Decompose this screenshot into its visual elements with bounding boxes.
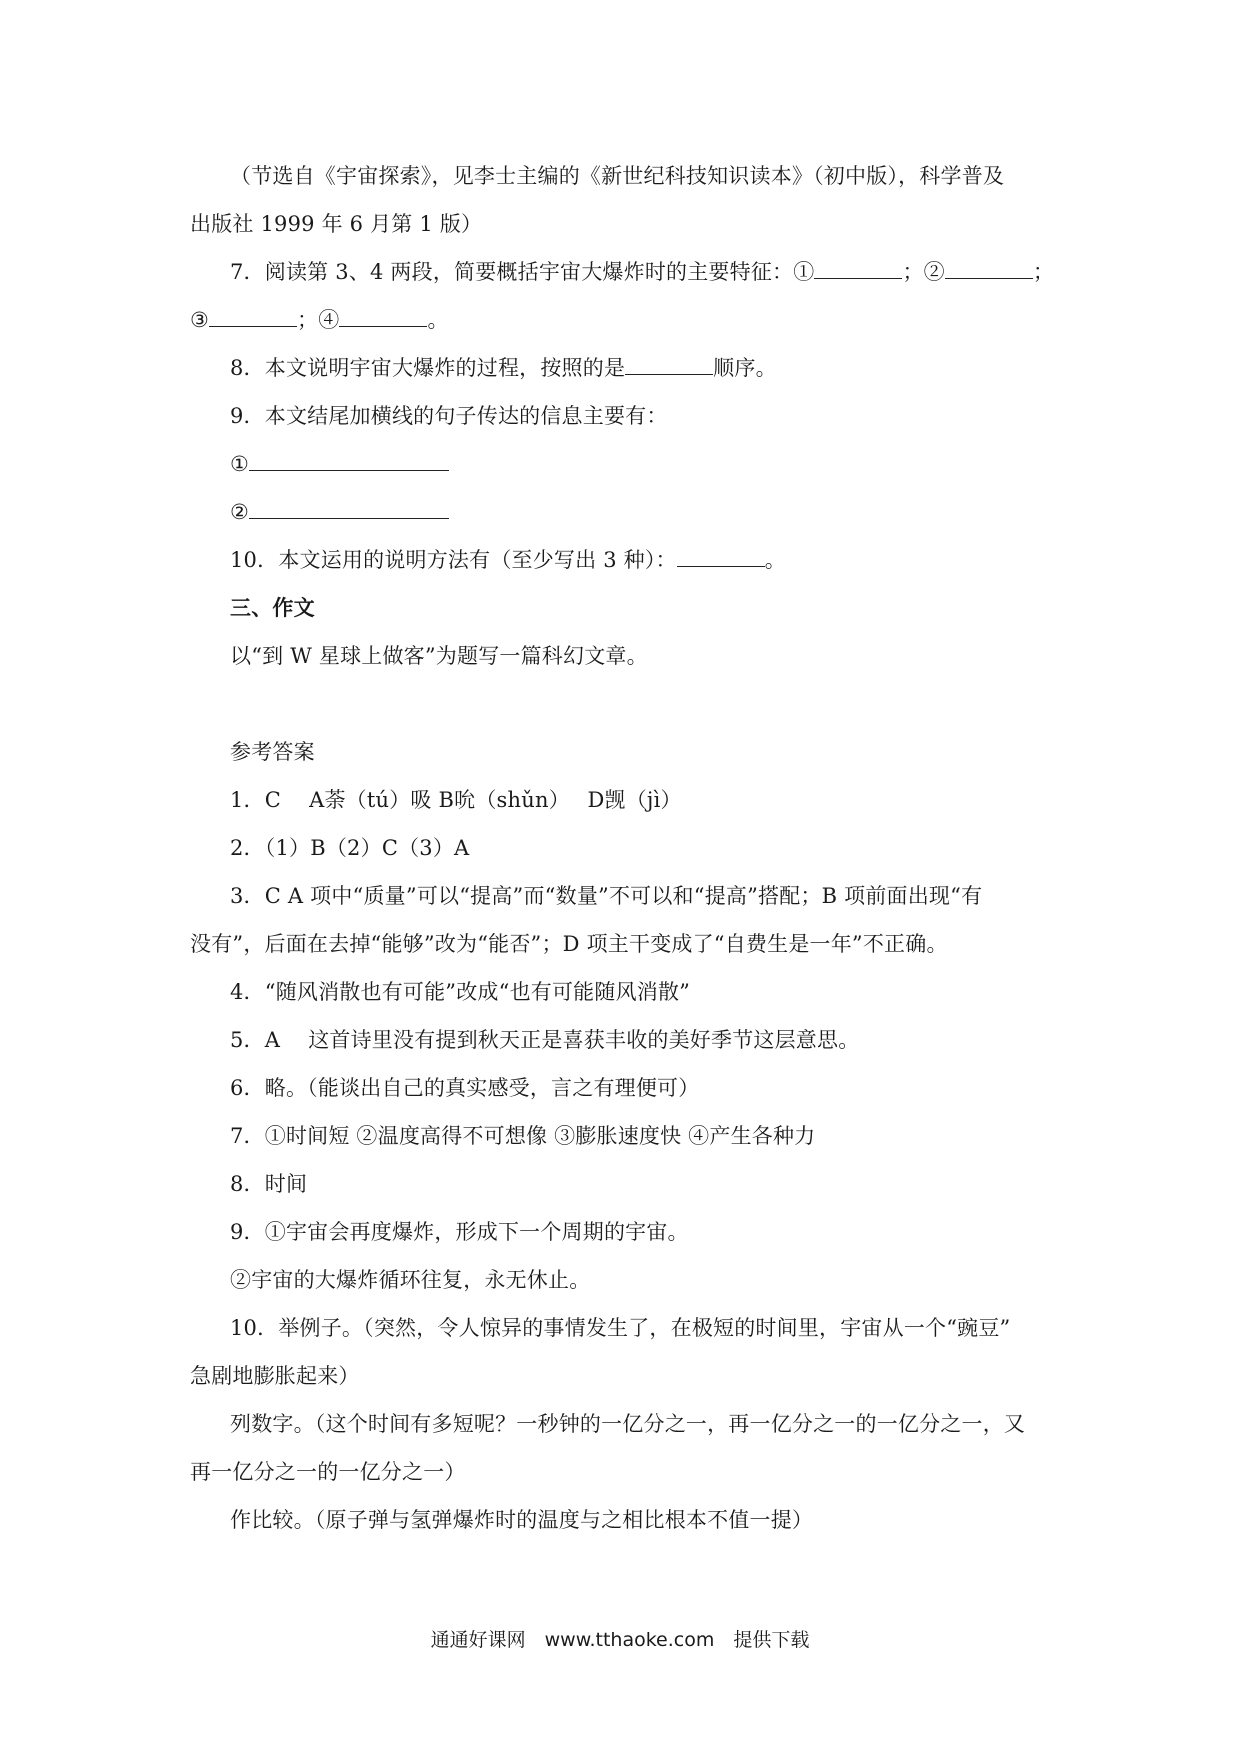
question-9-item-1: ① (230, 449, 449, 479)
answer-2: 2．（1）B（2）C（3）A (230, 836, 470, 860)
answer-3-line-2: 没有”，后面在去掉“能够”改为“能否”；D 项主干变成了“自费生是一年”不正确。 (190, 932, 948, 956)
answer-3-line-1: 3．C A 项中“质量”可以“提高”而“数量”不可以和“提高”搭配；B 项前面出现“有 (230, 884, 983, 908)
question-7-line-1: 7．阅读第 3、4 两段，简要概括宇宙大爆炸时的主要特征：① ；② ； (230, 260, 1055, 284)
answer-10-line-3: 列数字。（这个时间有多短呢？一秒钟的一亿分之一，再一亿分之一的一亿分之一，又 (230, 1412, 1026, 1436)
composition-prompt: 以“到 W 星球上做客”为题写一篇科幻文章。 (230, 644, 648, 668)
answer-6: 6．略。（能谈出自己的真实感受，言之有理便可） (230, 1076, 700, 1100)
answer-8: 8．时间 (230, 1172, 308, 1196)
answers-heading: 参考答案 (230, 740, 315, 764)
answer-blank[interactable] (339, 306, 427, 327)
answer-9-item-1: 9．①宇宙会再度爆炸，形成下一个周期的宇宙。 (230, 1220, 689, 1244)
section-heading-composition: 三、作文 (230, 595, 315, 620)
question-10: 10．本文运用的说明方法有（至少写出 3 种）： 。 (230, 548, 786, 572)
answer-10-line-1: 10．举例子。（突然，令人惊异的事情发生了，在极短的时间里，宇宙从一个“豌豆” (230, 1316, 1011, 1340)
answer-10-line-5: 作比较。（原子弹与氢弹爆炸时的温度与之相比根本不值一提） (230, 1508, 814, 1532)
answer-blank[interactable] (814, 258, 902, 279)
question-8: 8．本文说明宇宙大爆炸的过程，按照的是 顺序。 (230, 356, 777, 380)
answer-7: 7．①时间短 ②温度高得不可想像 ③膨胀速度快 ④产生各种力 (230, 1124, 816, 1148)
answer-blank[interactable] (209, 306, 297, 327)
answer-1: 1．C A荼（tú）吸 B吮（shǔn） D觊（jì） (230, 788, 682, 812)
question-7-line-2: ③ ；④ 。 (190, 308, 449, 332)
answer-9-item-2: ②宇宙的大爆炸循环往复，永无休止。 (230, 1268, 591, 1292)
answer-blank[interactable] (249, 498, 449, 519)
answer-10-line-2: 急剧地膨胀起来） (190, 1364, 360, 1388)
answer-10-line-4: 再一亿分之一的一亿分之一） (190, 1460, 466, 1484)
answer-5: 5．A 这首诗里没有提到秋天正是喜获丰收的美好季节这层意思。 (230, 1028, 860, 1052)
source-line-1: （节选自《宇宙探索》，见李士主编的《新世纪科技知识读本》（初中版），科学普及 (230, 164, 1005, 188)
answer-blank[interactable] (945, 258, 1033, 279)
question-9: 9．本文结尾加横线的句子传达的信息主要有： (230, 404, 668, 428)
source-line-2: 出版社 1999 年 6 月第 1 版） (190, 212, 483, 236)
answer-blank[interactable] (625, 354, 713, 375)
answer-blank[interactable] (249, 450, 449, 471)
question-9-item-2: ② (230, 497, 449, 527)
answer-4: 4．“随风消散也有可能”改成“也有可能随风消散” (230, 980, 691, 1004)
page-footer: 通通好课网 www.tthaoke.com 提供下载 (430, 1629, 810, 1651)
answer-blank[interactable] (677, 546, 765, 567)
